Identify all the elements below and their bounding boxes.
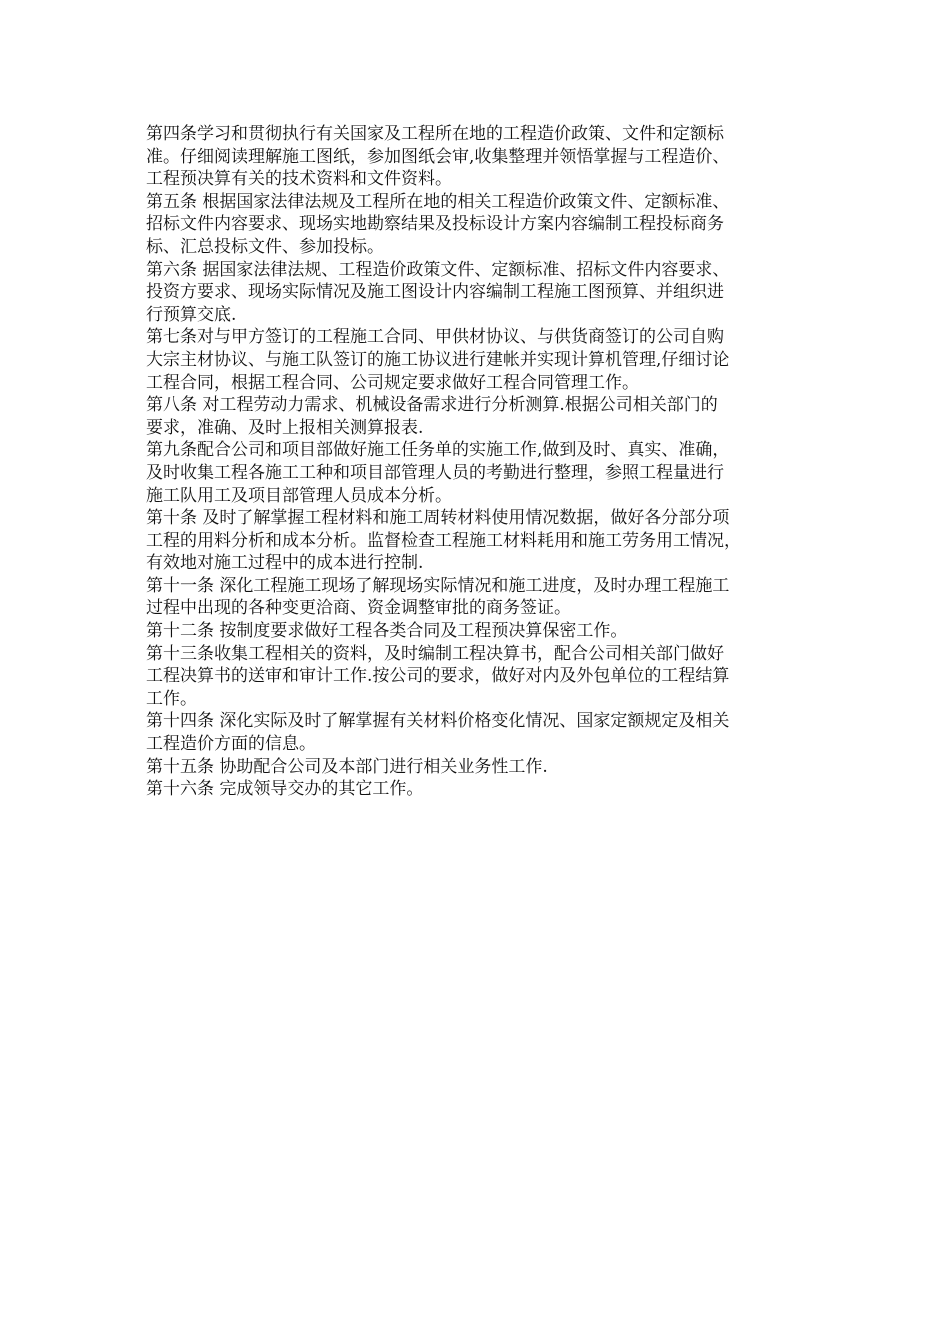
article-4	[146, 123, 818, 191]
text-line: 工程决算书的送审和审计工作.按公司的要求，做好对内及外包单位的工程结算	[146, 666, 730, 687]
text-line: 行预算交底.	[146, 304, 237, 325]
text-line: 第四条学习和贯彻执行有关国家及工程所在地的工程造价政策、文件和定额标	[146, 124, 724, 144]
text-line: 工程的用料分析和成本分析。监督检查工程施工材料耗用和施工劳务用工情况，	[146, 530, 741, 551]
text-line: 第十二条 按制度要求做好工程各类合同及工程预决算保密工作。	[146, 621, 628, 642]
text-line: 第十四条 深化实际及时了解掌握有关材料价格变化情况、国家定额规定及相关	[146, 711, 730, 732]
text-line: 招标文件内容要求、现场实地勘察结果及投标设计方案内容编制工程投标商务	[146, 214, 724, 235]
article-7	[146, 326, 818, 394]
text-line: 及时收集工程各施工工种和项目部管理人员的考勤进行整理，参照工程量进行	[146, 462, 724, 483]
article-5	[146, 191, 818, 259]
text-line: 准。仔细阅读理解施工图纸，参加图纸会审,收集整理并领悟掌握与工程造价、	[146, 146, 730, 167]
text-line: 投资方要求、现场实际情况及施工图设计内容编制工程施工图预算、并组织进	[146, 282, 724, 303]
article-6	[146, 259, 818, 327]
article-8	[146, 394, 818, 439]
text-line: 第七条对与甲方签订的工程施工合同、甲供材协议、与供货商签订的公司自购	[146, 327, 724, 348]
text-line: 第八条 对工程劳动力需求、机械设备需求进行分析测算.根据公司相关部门的	[146, 395, 718, 416]
text-line: 第五条 根据国家法律法规及工程所在地的相关工程造价政策文件、定额标准、	[146, 191, 730, 212]
article-15	[146, 756, 818, 779]
article-14	[146, 710, 818, 755]
text-line: 标、汇总投标文件、参加投标。	[146, 236, 384, 257]
text-line: 第十五条 协助配合公司及本部门进行相关业务性工作.	[146, 756, 548, 777]
article-10	[146, 507, 818, 575]
text-line: 施工队用工及项目部管理人员成本分析。	[146, 485, 452, 506]
text-line: 工程合同，根据工程合同、公司规定要求做好工程合同管理工作。	[146, 372, 639, 393]
text-line: 第十条 及时了解掌握工程材料和施工周转材料使用情况数据，做好各分部分项	[146, 508, 730, 529]
text-line: 第九条配合公司和项目部做好施工任务单的实施工作,做到及时、真实、准确，	[146, 440, 730, 461]
document-body	[146, 123, 818, 801]
article-13	[146, 643, 818, 711]
text-line: 第六条 据国家法律法规、工程造价政策文件、定额标准、招标文件内容要求、	[146, 259, 730, 280]
text-line: 工程预决算有关的技术资料和文件资料。	[146, 169, 452, 190]
article-12	[146, 620, 818, 643]
text-line: 大宗主材协议、与施工队签订的施工协议进行建帐并实现计算机管理,仔细讨论	[146, 349, 730, 370]
text-line: 工作。	[146, 688, 197, 709]
text-line: 要求，准确、及时上报相关测算报表.	[146, 417, 424, 438]
text-line: 有效地对施工过程中的成本进行控制.	[146, 553, 424, 574]
text-line: 第十一条 深化工程施工现场了解现场实际情况和施工进度，及时办理工程施工	[146, 575, 730, 596]
article-16	[146, 778, 818, 801]
text-line: 过程中出现的各种变更洽商、资金调整审批的商务签证。	[146, 598, 571, 619]
text-line: 第十六条 完成领导交办的其它工作。	[146, 779, 424, 800]
text-line: 第十三条收集工程相关的资料，及时编制工程决算书，配合公司相关部门做好	[146, 643, 724, 664]
article-11	[146, 575, 818, 620]
article-9	[146, 439, 818, 507]
text-line: 工程造价方面的信息。	[146, 734, 316, 755]
